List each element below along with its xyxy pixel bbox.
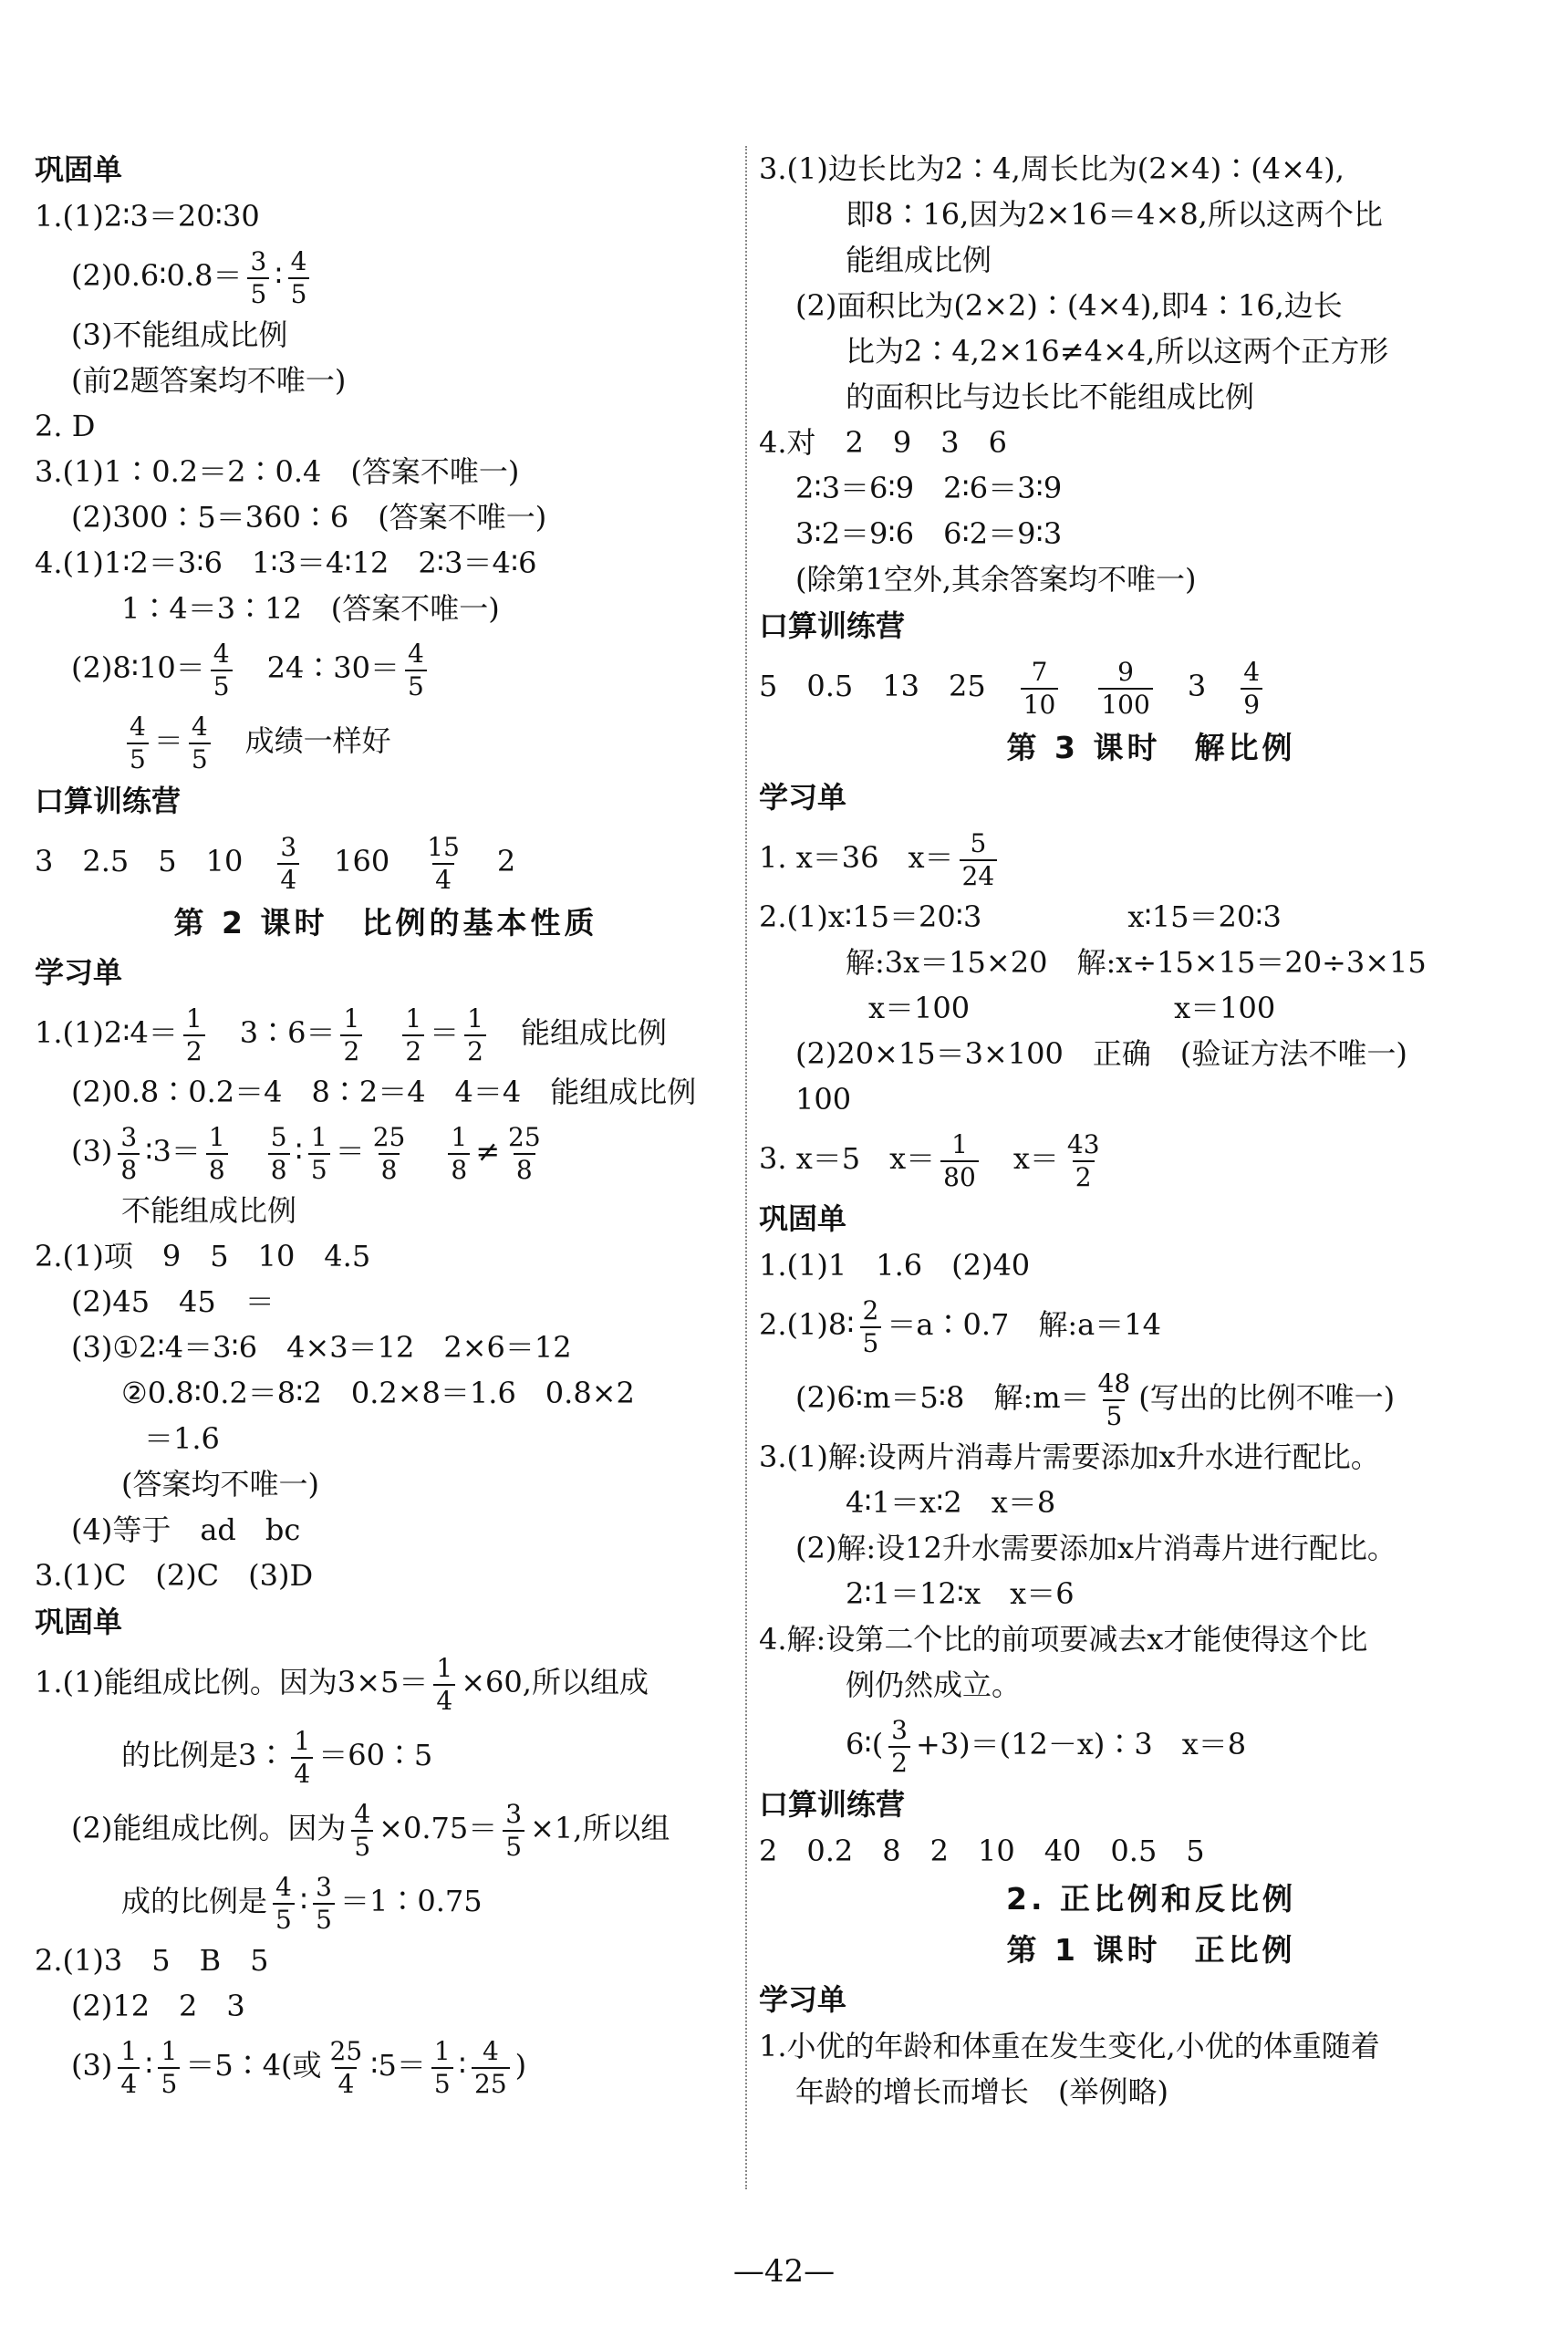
fraction: $\frac{5}{8}$ [268,1125,290,1183]
page-number: —42— [732,2253,836,2290]
fraction: $\frac{1}{2}$ [340,1006,362,1065]
answer-line: 比为2∶4,2×16≠4×4,所以这两个正方形 [846,334,1389,369]
answer-line: 3 2.5 5 10 $\frac{3}{4}$ 160 $\frac{15}{4}$ 2 [35,831,516,895]
section-heading: 巩固单 [35,152,123,187]
fraction: $\frac{25}{8}$ [372,1121,406,1185]
fraction: $\frac{4}{9}$ [1241,660,1262,718]
fraction: $\frac{1}{5}$ [158,2039,180,2097]
fraction: $\frac{3}{2}$ [888,1718,910,1776]
fraction: $\frac{4}{5}$ [273,1875,295,1933]
answer-line: 2 0.2 8 2 10 40 0.5 5 [759,1834,1205,1868]
fraction: $\frac{1}{2}$ [402,1006,424,1065]
answer-line: (2)300∶5＝360∶6 (答案不唯一) [71,500,547,535]
fraction: $\frac{1}{2}$ [183,1006,205,1065]
answer-note: (除第1空外,其余答案均不唯一) [795,562,1197,597]
fraction: $\frac{1}{4}$ [118,2039,140,2097]
answer-line: 2∶3＝6∶9 2∶6＝3∶9 [795,471,1063,505]
fraction: $\frac{1}{5}$ [308,1125,330,1183]
answer-line: 3.(1)解:设两片消毒片需要添加x升水进行配比。 [759,1439,1380,1474]
fraction: $\frac{3}{5}$ [247,249,269,307]
answer-line: 1.小优的年龄和体重在发生变化,小优的体重随着 [759,2029,1380,2063]
answer-line: 4.解:设第二个比的前项要减去x才能使得这个比 [759,1622,1368,1657]
answer-line: 不能组成比例 [121,1193,297,1228]
section-heading: 口算训练营 [759,608,906,643]
answer-line: x＝100 x＝100 [868,991,1276,1025]
answer-line: 2.(1)3 5 B 5 [35,1943,269,1978]
fraction: $\frac{4}{5}$ [127,714,149,773]
fraction: $\frac{1}{80}$ [940,1132,979,1190]
answer-line: 4∶1＝x∶2 x＝8 [846,1485,1056,1520]
answer-line: 3.(1)边长比为2∶4,周长比为(2×4)∶(4×4), [759,151,1345,186]
fraction: $\frac{1}{4}$ [291,1729,313,1787]
answer-line: (3) $\frac{3}{8}$ ∶3＝ $\frac{1}{8}$ $\frac{5}{8}$ ∶ $\frac{1}{5}$ ＝ $\frac{25}{8}$ $\frac{1}{8}$ ≠ $\frac{25}{8}$ [35,1115,737,1188]
fraction: $\frac{9}{100}$ [1098,660,1152,718]
answer-line: 1. x＝36 x＝ $\frac{5}{24}$ [759,821,1543,894]
answer-line: ②0.8∶0.2＝8∶2 0.2×8＝1.6 0.8×2 [121,1376,635,1410]
fraction: $\frac{3}{4}$ [277,835,299,893]
answer-line: 2.(1)x∶15＝20∶3 x∶15＝20∶3 [759,899,1282,934]
fraction: $\frac{3}{5}$ [503,1802,524,1860]
fraction: $\frac{7}{10}$ [1021,660,1059,718]
fraction: $\frac{3}{5}$ [313,1875,335,1933]
section-heading: 巩固单 [35,1605,123,1639]
answer-line: 5 0.5 13 25 $\frac{7}{10}$ $\frac{9}{100}$ 3 $\frac{4}{9}$ [759,649,1543,722]
answer-line: (2)能组成比例。因为 $\frac{4}{5}$ ×0.75＝ $\frac{3}{5}$ ×1,所以组 [71,1798,670,1862]
answer-line: 3∶2＝9∶6 6∶2＝9∶3 [795,516,1063,551]
section-heading: 巩固单 [759,1201,847,1236]
answer-line: (2)20×15＝3×100 正确 (验证方法不唯一) [795,1036,1407,1071]
answer-line: 解:3x＝15×20 解:x÷15×15＝20÷3×15 [846,945,1427,980]
fraction: $\frac{4}{25}$ [472,2039,510,2097]
fraction: $\frac{1}{8}$ [448,1125,470,1183]
answer-line: $\frac{4}{5}$ ＝ $\frac{4}{5}$ 成绩一样好 [35,704,737,777]
answer-line: 3.(1)C (2)C (3)D [35,1558,314,1593]
right-column [759,146,1543,2115]
answer-line: (3)①2∶4＝3∶6 4×3＝12 2×6＝12 [71,1330,572,1365]
answer-line: 2.(1)8∶ $\frac{2}{5}$ ＝a∶0.7 解:a＝14 [759,1294,1161,1358]
answer-line: 3.(1)1∶0.2＝2∶0.4 (答案不唯一) [35,454,520,489]
fraction: $\frac{25}{4}$ [329,2035,363,2099]
section-heading: 学习单 [759,1982,847,2017]
answer-note: (前2题答案均不唯一) [71,363,347,398]
answer-line: (2)6∶m＝5∶8 解:m＝ $\frac{48}{5}$ (写出的比例不唯一) [795,1367,1396,1431]
answer-line: 2.(1)项 9 5 10 4.5 [35,1239,371,1273]
fraction: $\frac{43}{2}$ [1066,1128,1100,1192]
answer-line: (2)解:设12升水需要添加x片消毒片进行配比。 [795,1531,1397,1565]
fraction: $\frac{2}{5}$ [860,1298,882,1356]
answer-line: 2∶1＝12∶x x＝6 [846,1576,1075,1611]
answer-line: 1.(1)2∶3＝20∶30 [35,199,260,234]
answer-line: (2)面积比为(2×2)∶(4×4),即4∶16,边长 [795,288,1343,323]
answer-note: (答案均不唯一) [121,1467,319,1502]
fraction: $\frac{3}{8}$ [118,1125,140,1183]
lesson-title: 第 2 课时 比例的基本性质 [173,905,598,940]
fraction: $\frac{1}{2}$ [464,1006,486,1065]
answer-line: 的面积比与边长比不能组成比例 [846,379,1255,414]
answer-line: 2. D [35,409,96,443]
answer-line: 1∶4＝3∶12 (答案不唯一) [121,591,500,626]
fraction: $\frac{15}{4}$ [427,831,460,895]
section-heading: 学习单 [35,955,123,990]
fraction: $\frac{4}{5}$ [351,1802,373,1860]
answer-line: (2)0.8∶0.2＝4 8∶2＝4 4＝4 能组成比例 [71,1075,697,1109]
answer-line: 100 [795,1082,852,1117]
fraction: $\frac{4}{5}$ [189,714,211,773]
answer-line: 能组成比例 [846,243,992,277]
fraction: $\frac{1}{8}$ [206,1125,228,1183]
section-heading: 口算训练营 [35,784,182,818]
answer-line: 3. x＝5 x＝ $\frac{1}{80}$ x＝ $\frac{43}{2}$ [759,1122,1543,1195]
section-heading: 学习单 [759,780,847,815]
answer-line: (2)45 45 ＝ [71,1284,275,1319]
lesson-title: 第 1 课时 正比例 [1006,1932,1296,1968]
answer-line: 1.(1)2∶4＝ $\frac{1}{2}$ 3∶6＝ $\frac{1}{2}$ $\frac{1}{2}$ ＝ $\frac{1}{2}$ 能组成比例 [35,1003,668,1066]
answer-line: (2)12 2 3 [71,1989,245,2023]
fraction: $\frac{4}{5}$ [405,641,427,700]
fraction: $\frac{4}{5}$ [288,249,310,307]
answer-line: 成的比例是 $\frac{4}{5}$ ∶ $\frac{3}{5}$ ＝1∶0.75 [121,1871,483,1935]
answer-line: 即8∶16,因为2×16＝4×8,所以这两个比 [846,197,1383,232]
answer-line: (3) $\frac{1}{4}$ ∶ $\frac{1}{5}$ ＝5∶4(或 $\frac{25}{4}$ ∶5＝ $\frac{1}{5}$ ∶ $\frac{4}{25}$ ) [71,2035,527,2099]
fraction: $\frac{1}{5}$ [431,2039,453,2097]
column-divider [745,146,747,2189]
left-column [35,146,737,2102]
answer-line: 的比例是3∶ $\frac{1}{4}$ ＝60∶5 [121,1725,433,1789]
fraction: $\frac{1}{4}$ [433,1656,455,1714]
fraction: $\frac{5}{24}$ [960,831,998,889]
answer-line: (2)8∶10＝ $\frac{4}{5}$ 24∶30＝ $\frac{4}{5}$ [35,631,737,704]
chapter-title: 2. 正比例和反比例 [1006,1881,1296,1917]
fraction: $\frac{25}{8}$ [508,1121,541,1185]
answer-line: (2)0.6∶0.8＝ $\frac{3}{5}$ ∶ $\frac{4}{5}$ [35,239,737,312]
fraction: $\frac{4}{5}$ [211,641,233,700]
answer-line: 1.(1)1 1.6 (2)40 [759,1248,1031,1283]
answer-line: (4)等于 ad bc [71,1512,301,1547]
answer-line: 4.对 2 9 3 6 [759,425,1007,460]
answer-line: 1.(1)能组成比例。因为3×5＝ $\frac{1}{4}$ ×60,所以组成 [35,1652,649,1716]
lesson-title: 第 3 课时 解比例 [1006,730,1296,765]
answer-line: 4.(1)1∶2＝3∶6 1∶3＝4∶12 2∶3＝4∶6 [35,546,537,580]
answer-line: 年龄的增长而增长 (举例略) [795,2074,1168,2109]
answer-line: 例仍然成立。 [846,1668,1022,1702]
answer-line: (3)不能组成比例 [71,317,288,352]
answer-line: ＝1.6 [144,1421,220,1456]
section-heading: 口算训练营 [759,1787,906,1822]
fraction: $\frac{48}{5}$ [1097,1367,1131,1431]
answer-line: 6∶( $\frac{3}{2}$ +3)＝(12－x)∶3 x＝8 [846,1714,1247,1778]
